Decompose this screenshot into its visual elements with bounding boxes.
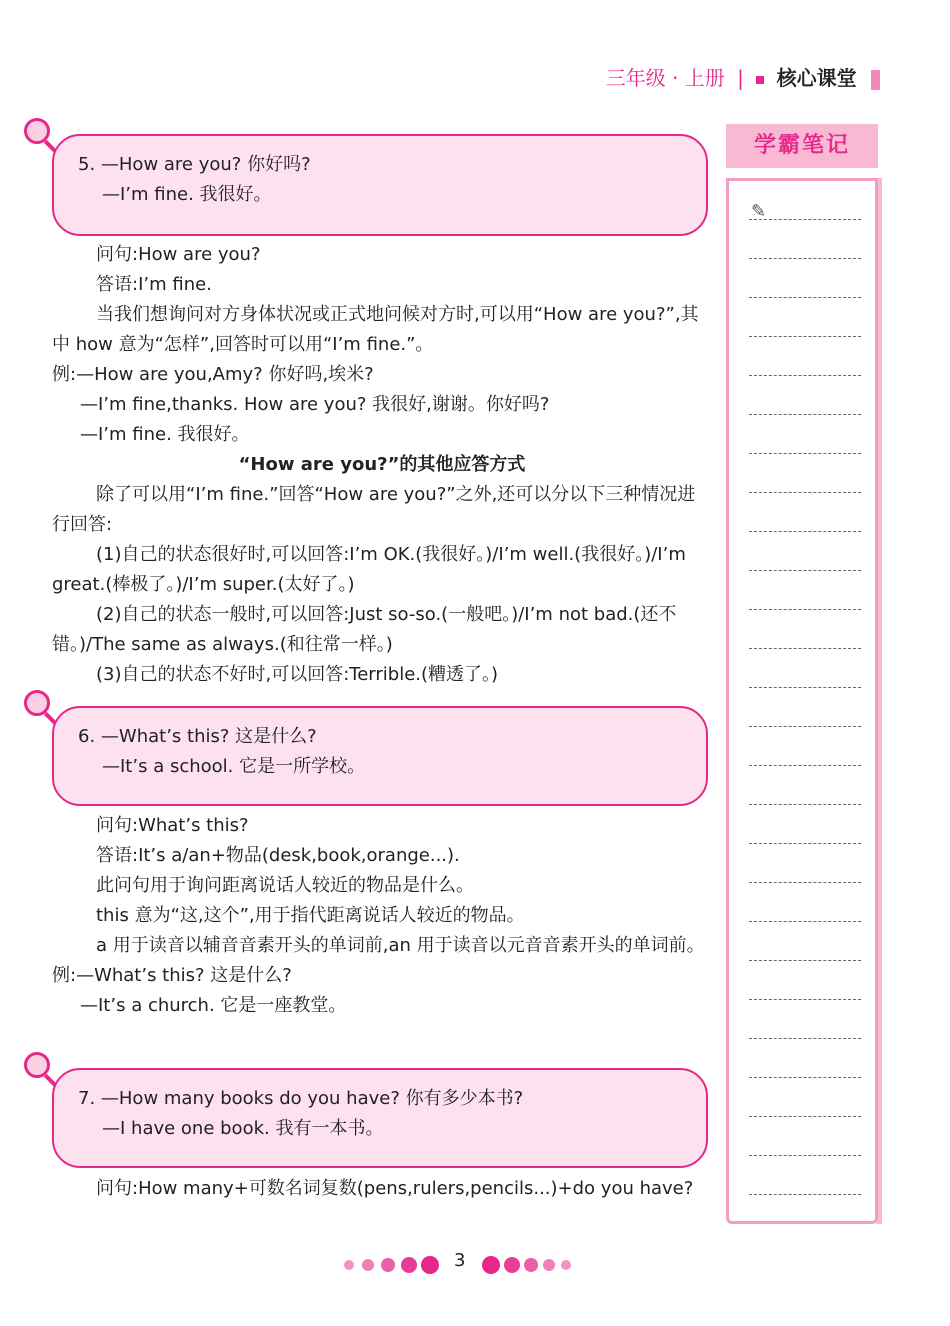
note-line bbox=[749, 336, 861, 337]
note-line bbox=[749, 219, 861, 220]
s5-example-1: 例:—How are you,Amy? 你好吗,埃米? bbox=[52, 364, 374, 385]
s6-example-1: 例:—What’s this? 这是什么? bbox=[52, 965, 292, 986]
s5-paragraph-1: 当我们想询问对方身体状况或正式地问候对方时,可以用“How are you?”,其中 how 意为“怎样”,回答时可以用“I’m fine.”。 bbox=[52, 304, 699, 355]
note-line bbox=[749, 960, 861, 961]
note-line bbox=[749, 297, 861, 298]
note-line bbox=[749, 843, 861, 844]
s7-question: 问句:How many+可数名词复数(pens,rulers,pencils...)+do you have? bbox=[96, 1178, 694, 1199]
note-line bbox=[749, 1194, 861, 1195]
header-separator: | bbox=[737, 66, 744, 90]
s6-paragraph-2: this 意为“这,这个”,用于指代距离说话人较近的物品。 bbox=[96, 905, 525, 926]
s5-answer: 答语:I’m fine. bbox=[96, 274, 212, 295]
magnifier-icon bbox=[24, 690, 50, 716]
box6-line1: 6. —What’s this? 这是什么? bbox=[78, 726, 317, 747]
section-label: 核心课堂 bbox=[776, 66, 857, 90]
dot-icon bbox=[543, 1259, 555, 1271]
s5-example-2: —I’m fine,thanks. How are you? 我很好,谢谢。你好吗? bbox=[80, 394, 550, 415]
s6-answer: 答语:It’s a/an+物品(desk,book,orange...). bbox=[96, 845, 460, 866]
s5-example-3: —I’m fine. 我很好。 bbox=[80, 424, 250, 445]
note-line bbox=[749, 570, 861, 571]
grade-label: 三年级 · 上册 bbox=[605, 66, 725, 90]
magnifier-icon bbox=[24, 1052, 50, 1078]
box6-line2: —It’s a school. 它是一所学校。 bbox=[102, 756, 366, 777]
dot-icon bbox=[344, 1260, 354, 1270]
notes-lined-area bbox=[726, 178, 878, 1224]
section-7-text bbox=[52, 1174, 712, 1204]
key-sentence-box-5 bbox=[52, 134, 708, 236]
s5-case-3: (3)自己的状态不好时,可以回答:Terrible.(糟透了。) bbox=[96, 664, 499, 685]
note-line bbox=[749, 258, 861, 259]
note-line bbox=[749, 531, 861, 532]
page-footer bbox=[0, 1252, 950, 1276]
s6-paragraph-1: 此问句用于询问距离说话人较近的物品是什么。 bbox=[96, 875, 474, 896]
s6-paragraph-3: a 用于读音以辅音音素开头的单词前,an 用于读音以元音音素开头的单词前。 bbox=[96, 935, 705, 956]
dot-icon bbox=[421, 1256, 439, 1274]
note-line bbox=[749, 492, 861, 493]
s5-question: 问句:How are you? bbox=[96, 244, 261, 265]
s5-case-2: (2)自己的状态一般时,可以回答:Just so-so.(一般吧。)/I’m not bad.(还不错。)/The same as always.(和往常一样。) bbox=[52, 604, 677, 655]
box5-line2: —I’m fine. 我很好。 bbox=[102, 184, 272, 205]
section-5-text bbox=[52, 240, 712, 690]
magnifier-icon bbox=[24, 118, 50, 144]
note-line bbox=[749, 882, 861, 883]
note-line bbox=[749, 1038, 861, 1039]
box7-line2: —I have one book. 我有一本书。 bbox=[102, 1118, 384, 1139]
page-header bbox=[606, 62, 880, 91]
dot-icon bbox=[524, 1258, 538, 1272]
note-line bbox=[749, 804, 861, 805]
s5-paragraph-2: 除了可以用“I’m fine.”回答“How are you?”之外,还可以分以下三种情况进行回答: bbox=[52, 484, 696, 535]
note-line bbox=[749, 999, 861, 1000]
key-sentence-box-7 bbox=[52, 1068, 708, 1168]
dot-icon bbox=[401, 1257, 417, 1273]
note-line bbox=[749, 726, 861, 727]
note-line bbox=[749, 765, 861, 766]
section-6-text bbox=[52, 811, 712, 1021]
box7-line1: 7. —How many books do you have? 你有多少本书? bbox=[78, 1088, 524, 1109]
key-sentence-box-6 bbox=[52, 706, 708, 806]
pencil-icon: ✎ bbox=[751, 201, 767, 222]
s6-question: 问句:What’s this? bbox=[96, 815, 249, 836]
dot-icon bbox=[362, 1259, 374, 1271]
dot-icon bbox=[482, 1256, 500, 1274]
dot-icon bbox=[381, 1258, 395, 1272]
dot-icon bbox=[504, 1257, 520, 1273]
notes-title: 学霸笔记 bbox=[726, 124, 878, 168]
note-line bbox=[749, 648, 861, 649]
s6-example-2: —It’s a church. 它是一座教堂。 bbox=[80, 995, 347, 1016]
note-line bbox=[749, 921, 861, 922]
header-bar-icon bbox=[871, 70, 880, 90]
note-line bbox=[749, 687, 861, 688]
note-line bbox=[749, 453, 861, 454]
s5-subtitle: “How are you?”的其他应答方式 bbox=[238, 454, 526, 475]
note-line bbox=[749, 1116, 861, 1117]
note-line bbox=[749, 609, 861, 610]
note-line bbox=[749, 1155, 861, 1156]
s5-case-1: (1)自己的状态很好时,可以回答:I’m OK.(我很好。)/I’m well.(我很好。)/I’m great.(棒极了。)/I’m super.(太好了。) bbox=[52, 544, 686, 595]
square-icon bbox=[756, 76, 764, 84]
notes-sidebar bbox=[726, 124, 878, 1228]
box5-line1: 5. —How are you? 你好吗? bbox=[78, 154, 311, 175]
page-number: 3 bbox=[454, 1250, 466, 1271]
note-line bbox=[749, 1077, 861, 1078]
dot-icon bbox=[561, 1260, 571, 1270]
note-line bbox=[749, 414, 861, 415]
note-line bbox=[749, 375, 861, 376]
